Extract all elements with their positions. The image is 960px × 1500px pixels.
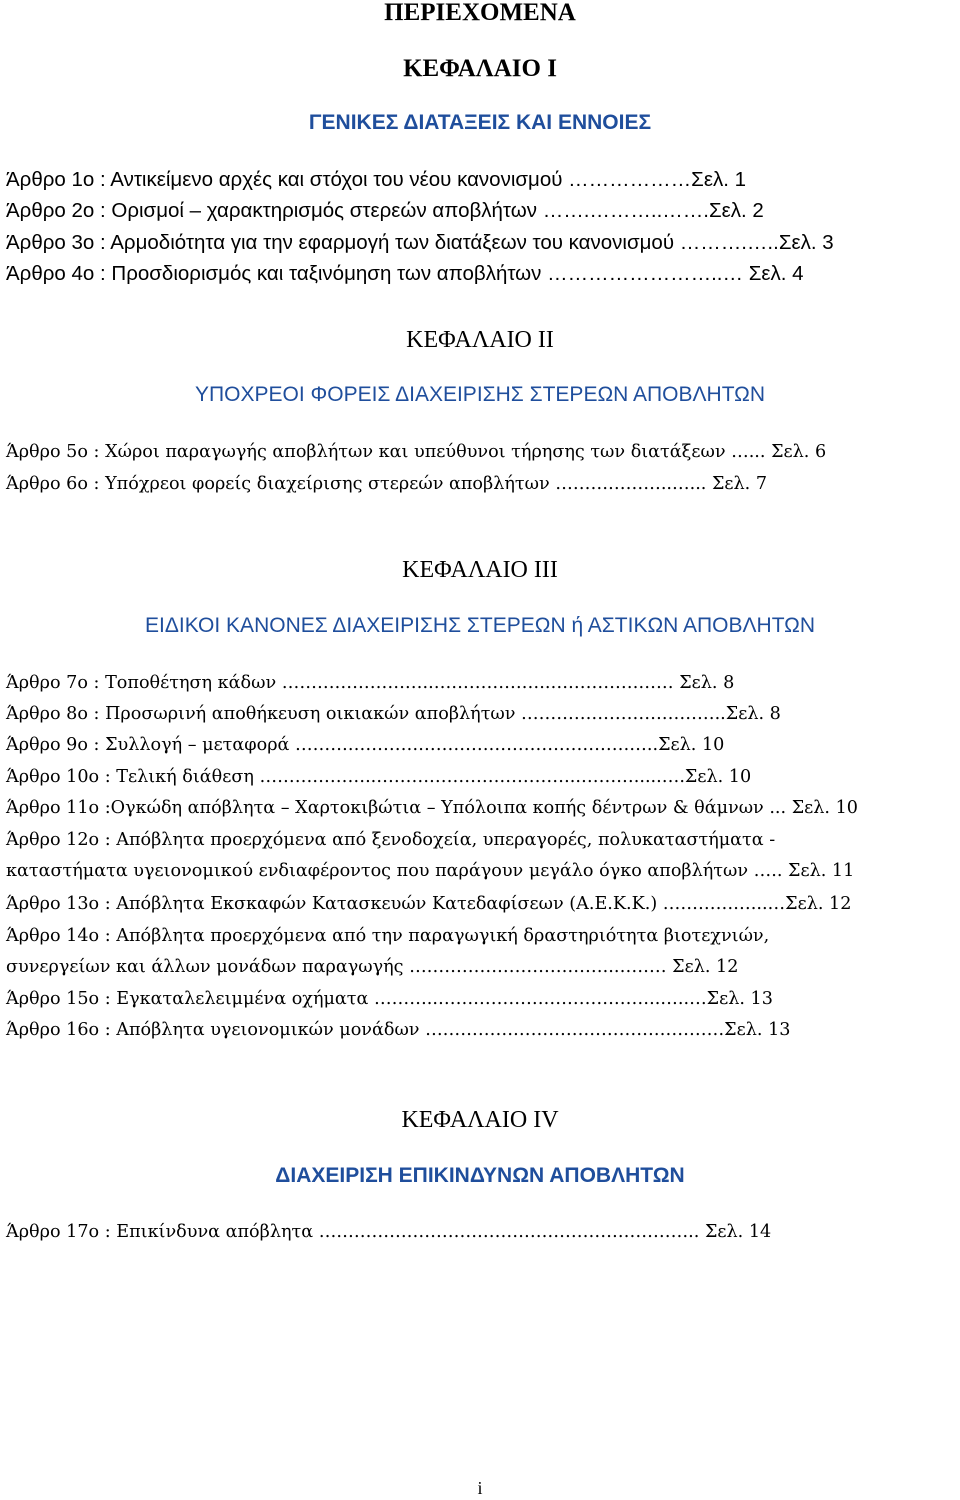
chapter-1-heading: ΚΕΦΑΛΑΙΟ Ι: [403, 55, 557, 82]
doc-title: ΠΕΡΙΕΧΟΜΕΝΑ: [384, 0, 576, 26]
toc-line: Άρθρο 11ο :Ογκώδη απόβλητα – Χαρτοκιβώτια – Υπόλοιπα κοπής δέντρων & θάμνων ... Σελ. 10: [6, 798, 858, 818]
toc-line: Άρθρο 15ο : Εγκαταλελειμμένα οχήματα ………..………………………………..…..…Σελ. 13: [6, 989, 773, 1009]
toc-line: Άρθρο 12ο : Απόβλητα προερχόμενα από ξενοδοχεία, υπεραγορές, πολυκαταστήματα -: [6, 830, 776, 850]
toc-line: καταστήματα υγειονομικού ενδιαφέροντος που παράγουν μεγάλο όγκο αποβλήτων ….. Σελ. 11: [6, 861, 855, 881]
chapter-3-subtitle: ΕΙΔΙΚΟΙ ΚΑΝΟΝΕΣ ΔΙΑΧΕΙΡΙΣΗΣ ΣΤΕΡΕΩΝ ή ΑΣΤΙΚΩΝ ΑΠΟΒΛΗΤΩΝ: [144, 614, 816, 637]
toc-line: Άρθρο 6ο : Υπόχρεοι φορείς διαχείρισης στερεών αποβλήτων ………………..…... Σελ. 7: [6, 474, 768, 494]
toc-line: Άρθρο 4ο : Προσδιορισμός και ταξινόμηση των αποβλήτων ……………………..… Σελ. 4: [6, 262, 804, 285]
toc-line: Άρθρο 1ο : Αντικείμενο αρχές και στόχοι του νέου κανονισμού ………………Σελ. 1: [6, 168, 747, 191]
toc-line: Άρθρο 13ο : Απόβλητα Εκσκαφών Κατασκευών Κατεδαφίσεων (Α.Ε.Κ.Κ.) ……………...…Σελ. 12: [6, 894, 852, 914]
toc-line: Άρθρο 9ο : Συλλογή – μεταφορά ……………………………………………………..Σελ. 10: [6, 735, 725, 755]
chapter-2-subtitle: ΥΠΟΧΡΕΟΙ ΦΟΡΕΙΣ ΔΙΑΧΕΙΡΙΣΗΣ ΣΤΕΡΕΩΝ ΑΠΟΒΛΗΤΩΝ: [194, 383, 766, 406]
toc-line: Άρθρο 17ο : Επικίνδυνα απόβλητα ……………………………………………………….. Σελ. 14: [6, 1222, 772, 1242]
chapter-2-heading: ΚΕΦΑΛΑΙΟ ΙΙ: [406, 327, 554, 353]
page-number: i: [477, 1478, 483, 1498]
chapter-4-subtitle: ΔΙΑΧΕΙΡΙΣΗ ΕΠΙΚΙΝΔΥΝΩΝ ΑΠΟΒΛΗΤΩΝ: [275, 1164, 685, 1187]
chapter-4-heading: ΚΕΦΑΛΑΙΟ ΙV: [401, 1107, 559, 1133]
toc-line: Άρθρο 14ο : Απόβλητα προερχόμενα από την παραγωγική δραστηριότητα βιοτεχνιών,: [6, 926, 770, 946]
toc-line: Άρθρο 8ο : Προσωρινή αποθήκευση οικιακών αποβλήτων ……………………………..Σελ. 8: [6, 704, 781, 724]
toc-line: Άρθρο 3ο : Αρμοδιότητα για την εφαρμογή των διατάξεων του κανονισμού ……….…..Σελ. 3: [6, 231, 834, 254]
toc-line: Άρθρο 7ο : Τοποθέτηση κάδων ……………………..………………..………………… Σελ. 8: [6, 673, 735, 693]
chapter-3-heading: ΚΕΦΑΛΑΙΟ ΙΙΙ: [402, 557, 558, 583]
toc-line: Άρθρο 5ο : Χώροι παραγωγής αποβλήτων και υπεύθυνοι τήρησης των διατάξεων …... Σελ. 6: [6, 442, 827, 462]
chapter-1-subtitle: ΓΕΝΙΚΕΣ ΔΙΑΤΑΞΕΙΣ ΚΑΙ ΕΝΝΟΙΕΣ: [308, 111, 652, 134]
toc-line: Άρθρο 10ο : Τελική διάθεση ………………..……………………………..……….....….Σελ. 10: [6, 767, 752, 787]
toc-line: Άρθρο 2ο : Ορισμοί – χαρακτηρισμός στερεών αποβλήτων …….………..…….Σελ. 2: [6, 199, 764, 222]
toc-line: συνεργείων και άλλων μονάδων παραγωγής ……………………………..……… Σελ. 12: [6, 957, 739, 977]
toc-line: Άρθρο 16ο : Απόβλητα υγειονομικών μονάδων ……………………………………………Σελ. 13: [6, 1020, 791, 1040]
